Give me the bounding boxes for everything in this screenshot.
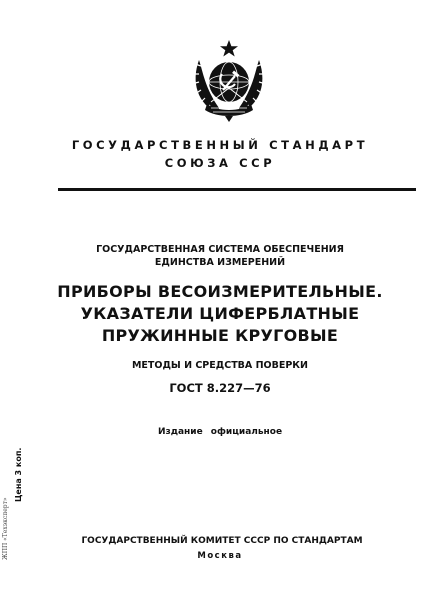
source-stamp: ЖПП «Техэксперт» [2, 497, 9, 560]
document-title-line1: ПРИБОРЫ ВЕСОИЗМЕРИТЕЛЬНЫЕ. [57, 282, 383, 301]
header-title-line2: СОЮЗА ССР [164, 156, 276, 170]
document-title-line2: УКАЗАТЕЛИ ЦИФЕРБЛАТНЫЕ [80, 304, 360, 323]
header-divider [58, 188, 416, 191]
price-label: Цена 3 коп. [14, 447, 23, 502]
header-title-line1: ГОСУДАРСТВЕННЫЙ СТАНДАРТ [71, 138, 369, 152]
system-title-line2: ЕДИНСТВА ИЗМЕРЕНИЙ [154, 257, 286, 268]
document-subtitle: МЕТОДЫ И СРЕДСТВА ПОВЕРКИ [131, 360, 309, 371]
standard-number: ГОСТ 8.227—76 [169, 381, 271, 395]
publisher-city: Москва [197, 551, 243, 561]
publisher-committee: ГОСУДАРСТВЕННЫЙ КОМИТЕТ СССР ПО СТАНДАРТАМ [81, 536, 363, 546]
system-title-line1: ГОСУДАРСТВЕННАЯ СИСТЕМА ОБЕСПЕЧЕНИЯ [96, 244, 344, 255]
document-title-line3: ПРУЖИННЫЕ КРУГОВЫЕ [101, 326, 339, 345]
ussr-state-emblem-icon [189, 38, 269, 122]
edition-note: Издание официальное [157, 427, 283, 437]
